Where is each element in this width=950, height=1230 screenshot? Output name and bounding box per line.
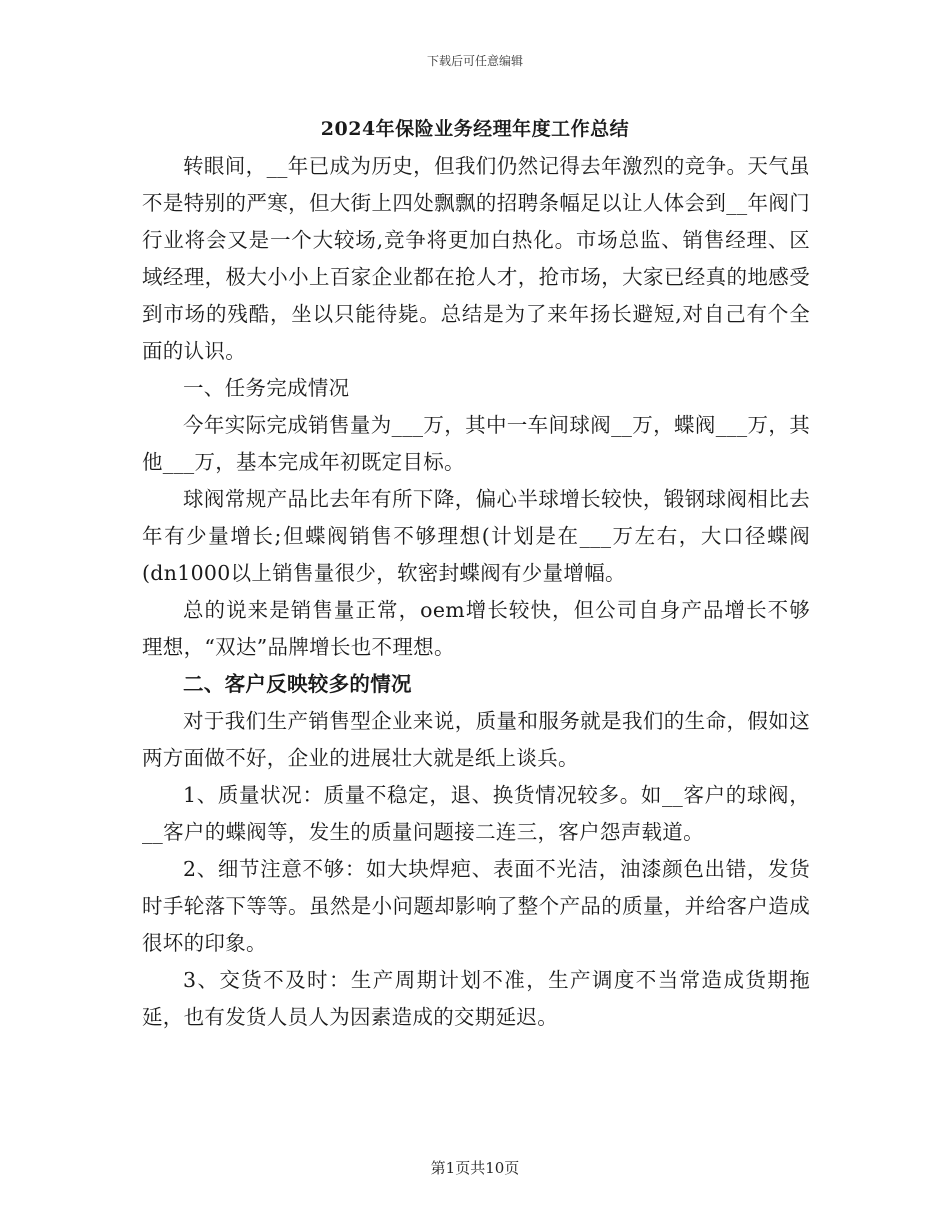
document-body [142, 148, 810, 1036]
list-item-quality: 1、质量状况：质量不稳定，退、换货情况较多。如__客户的球阀，__客户的蝶阀等，发生的质量问题接二连三，客户怨声载道。 [142, 783, 810, 844]
page-number: 第1页共10页 [430, 1159, 520, 1177]
sales-volume-paragraph: 今年实际完成销售量为___万，其中一车间球阀__万，蝶阀___万，其他___万，基本完成年初既定目标。 [142, 413, 810, 474]
section-heading-customer-feedback: 二、客户反映较多的情况 [183, 672, 412, 696]
quality-service-paragraph: 对于我们生产销售型企业来说，质量和服务就是我们的生命，假如这两方面做不好，企业的进展壮大就是纸上谈兵。 [142, 709, 810, 770]
list-item-details: 2、细节注意不够：如大块焊疤、表面不光洁，油漆颜色出错，发货时手轮落下等等。虽然是小问题却影响了整个产品的质量，并给客户造成很坏的印象。 [142, 857, 810, 955]
summary-paragraph: 总的说来是销售量正常，oem增长较快，但公司自身产品增长不够理想，“双达”品牌增长也不理想。 [142, 598, 810, 659]
section-heading-task-completion: 一、任务完成情况 [183, 376, 350, 400]
product-analysis-paragraph: 球阀常规产品比去年有所下降，偏心半球增长较快，锻钢球阀相比去年有少量增长;但蝶阀销售不够理想(计划是在___万左右，大口径蝶阀(dn1000以上销售量很少，软密封蝶阀有少量增幅。 [142, 487, 810, 585]
header-note: 下载后可任意编辑 [426, 54, 523, 68]
document-title: 2024年保险业务经理年度工作总结 [320, 118, 630, 140]
list-item-delivery: 3、交货不及时：生产周期计划不准，生产调度不当常造成货期拖延，也有发货人员人为因素造成的交期延迟。 [142, 968, 810, 1029]
intro-paragraph: 转眼间，__年已成为历史，但我们仍然记得去年激烈的竞争。天气虽不是特别的严寒，但大街上四处飘飘的招聘条幅足以让人体会到__年阀门行业将会又是一个大较场,竞争将更加白热化。市场总监、销售经理、区域经理，极大小小上百家企业都在抢人才，抢市场，大家已经真的地感受到市场的残酷，坐以只能待毙。总结是为了来年扬长避短,对自己有个全面的认识。 [142, 154, 810, 363]
